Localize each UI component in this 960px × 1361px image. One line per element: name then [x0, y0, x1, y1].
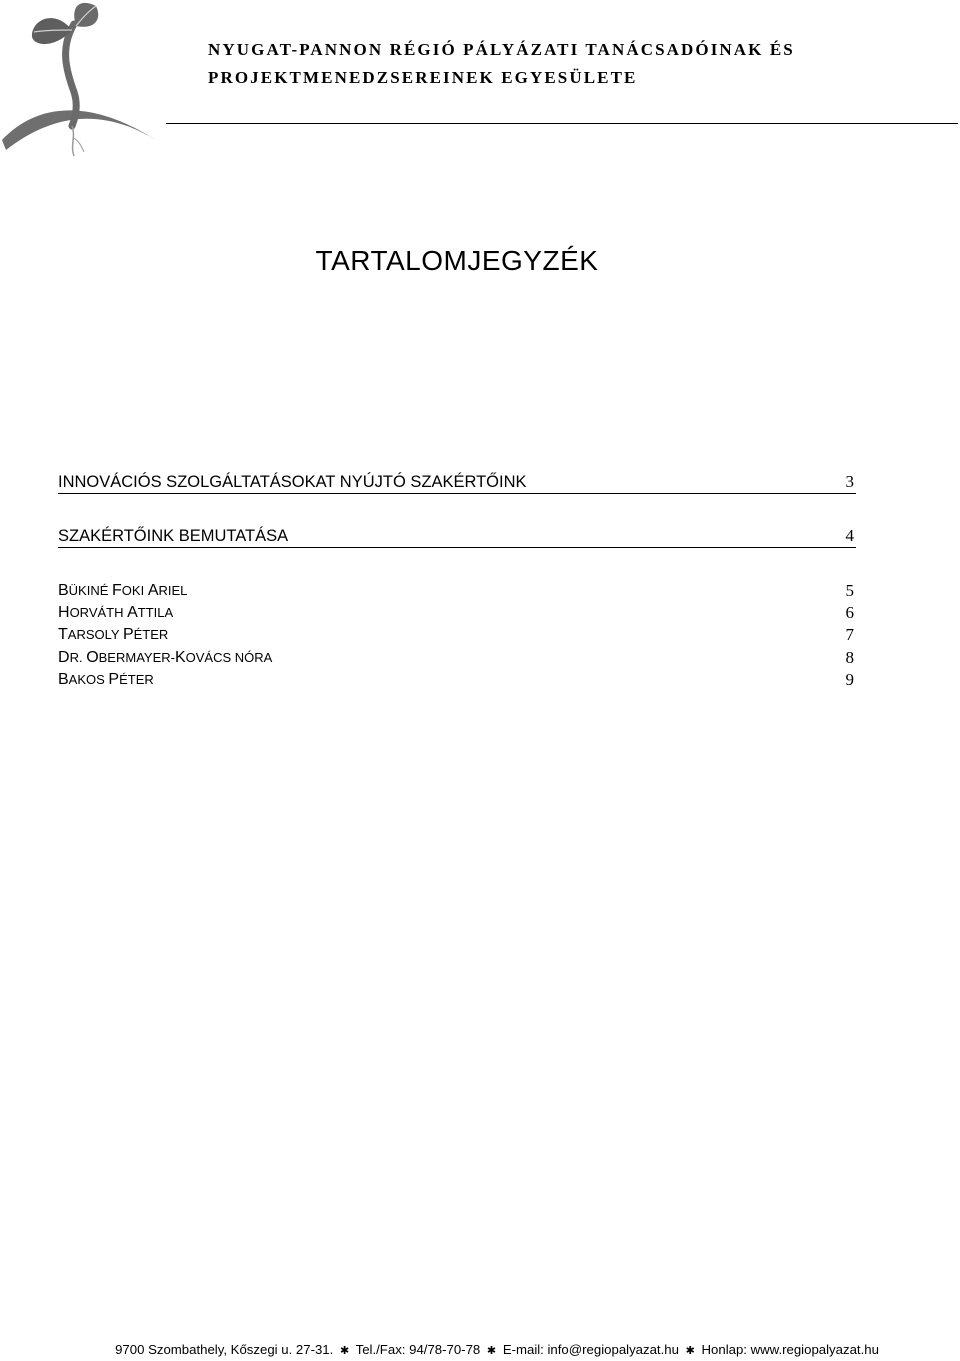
separator-icon: ✱: [339, 1345, 350, 1357]
toc-entry-label: SZAKÉRTŐINK BEMUTATÁSA: [58, 527, 289, 545]
toc-entry-sub[interactable]: [58, 602, 856, 624]
toc-entry-label: HORVÁTH ATTILA: [58, 604, 174, 621]
toc-entry-main[interactable]: [58, 471, 856, 494]
organization-name-line-1: NYUGAT-PANNON RÉGIÓ PÁLYÁZATI TANÁCSADÓINAK ÉS: [208, 40, 795, 59]
toc-entry-page: 9: [845, 670, 854, 689]
toc-entry-page: 3: [845, 472, 854, 491]
toc-entry-sub[interactable]: [58, 580, 856, 602]
organization-name-line-2: PROJEKTMENEDZSEREINEK EGYESÜLETE: [208, 68, 638, 87]
toc-entry-page: 6: [845, 603, 854, 622]
separator-icon: ✱: [685, 1345, 695, 1357]
toc-entry-label: INNOVÁCIÓS SZOLGÁLTATÁSOKAT NYÚJTÓ SZAKÉRTŐINK: [58, 473, 527, 491]
toc-entry-label: BAKOS PÉTER: [58, 671, 154, 688]
toc-entry-sub[interactable]: [58, 669, 856, 691]
toc-entry-main[interactable]: [58, 525, 856, 548]
header-divider: [166, 123, 958, 124]
toc-entry-label: TARSOLY PÉTER: [58, 626, 169, 643]
toc-entry-sub[interactable]: [58, 647, 856, 669]
page-title: TARTALOMJEGYZÉK: [315, 245, 599, 276]
footer-address: 9700 Szombathely, Kőszegi u. 27-31.: [115, 1342, 334, 1357]
footer-phone: Tel./Fax: 94/78-70-78: [355, 1342, 481, 1357]
toc-entry-page: 5: [845, 581, 854, 600]
toc-entry-label: DR. OBERMAYER-KOVÁCS NÓRA: [58, 649, 273, 666]
organization-name: [208, 36, 948, 92]
page-footer: [0, 1340, 960, 1360]
toc-entry-page: 8: [845, 648, 854, 667]
toc-entry-label: BÜKINÉ FOKI ARIEL: [58, 582, 188, 599]
separator-icon: ✱: [486, 1345, 497, 1357]
toc-entry-page: 7: [845, 625, 854, 644]
toc-entry-sub[interactable]: [58, 624, 856, 646]
footer-email[interactable]: E-mail: info@regiopalyazat.hu: [502, 1342, 679, 1357]
sprout-logo-icon: [0, 0, 160, 160]
footer-website[interactable]: Honlap: www.regiopalyazat.hu: [701, 1342, 879, 1357]
toc-entry-page: 4: [845, 526, 854, 545]
